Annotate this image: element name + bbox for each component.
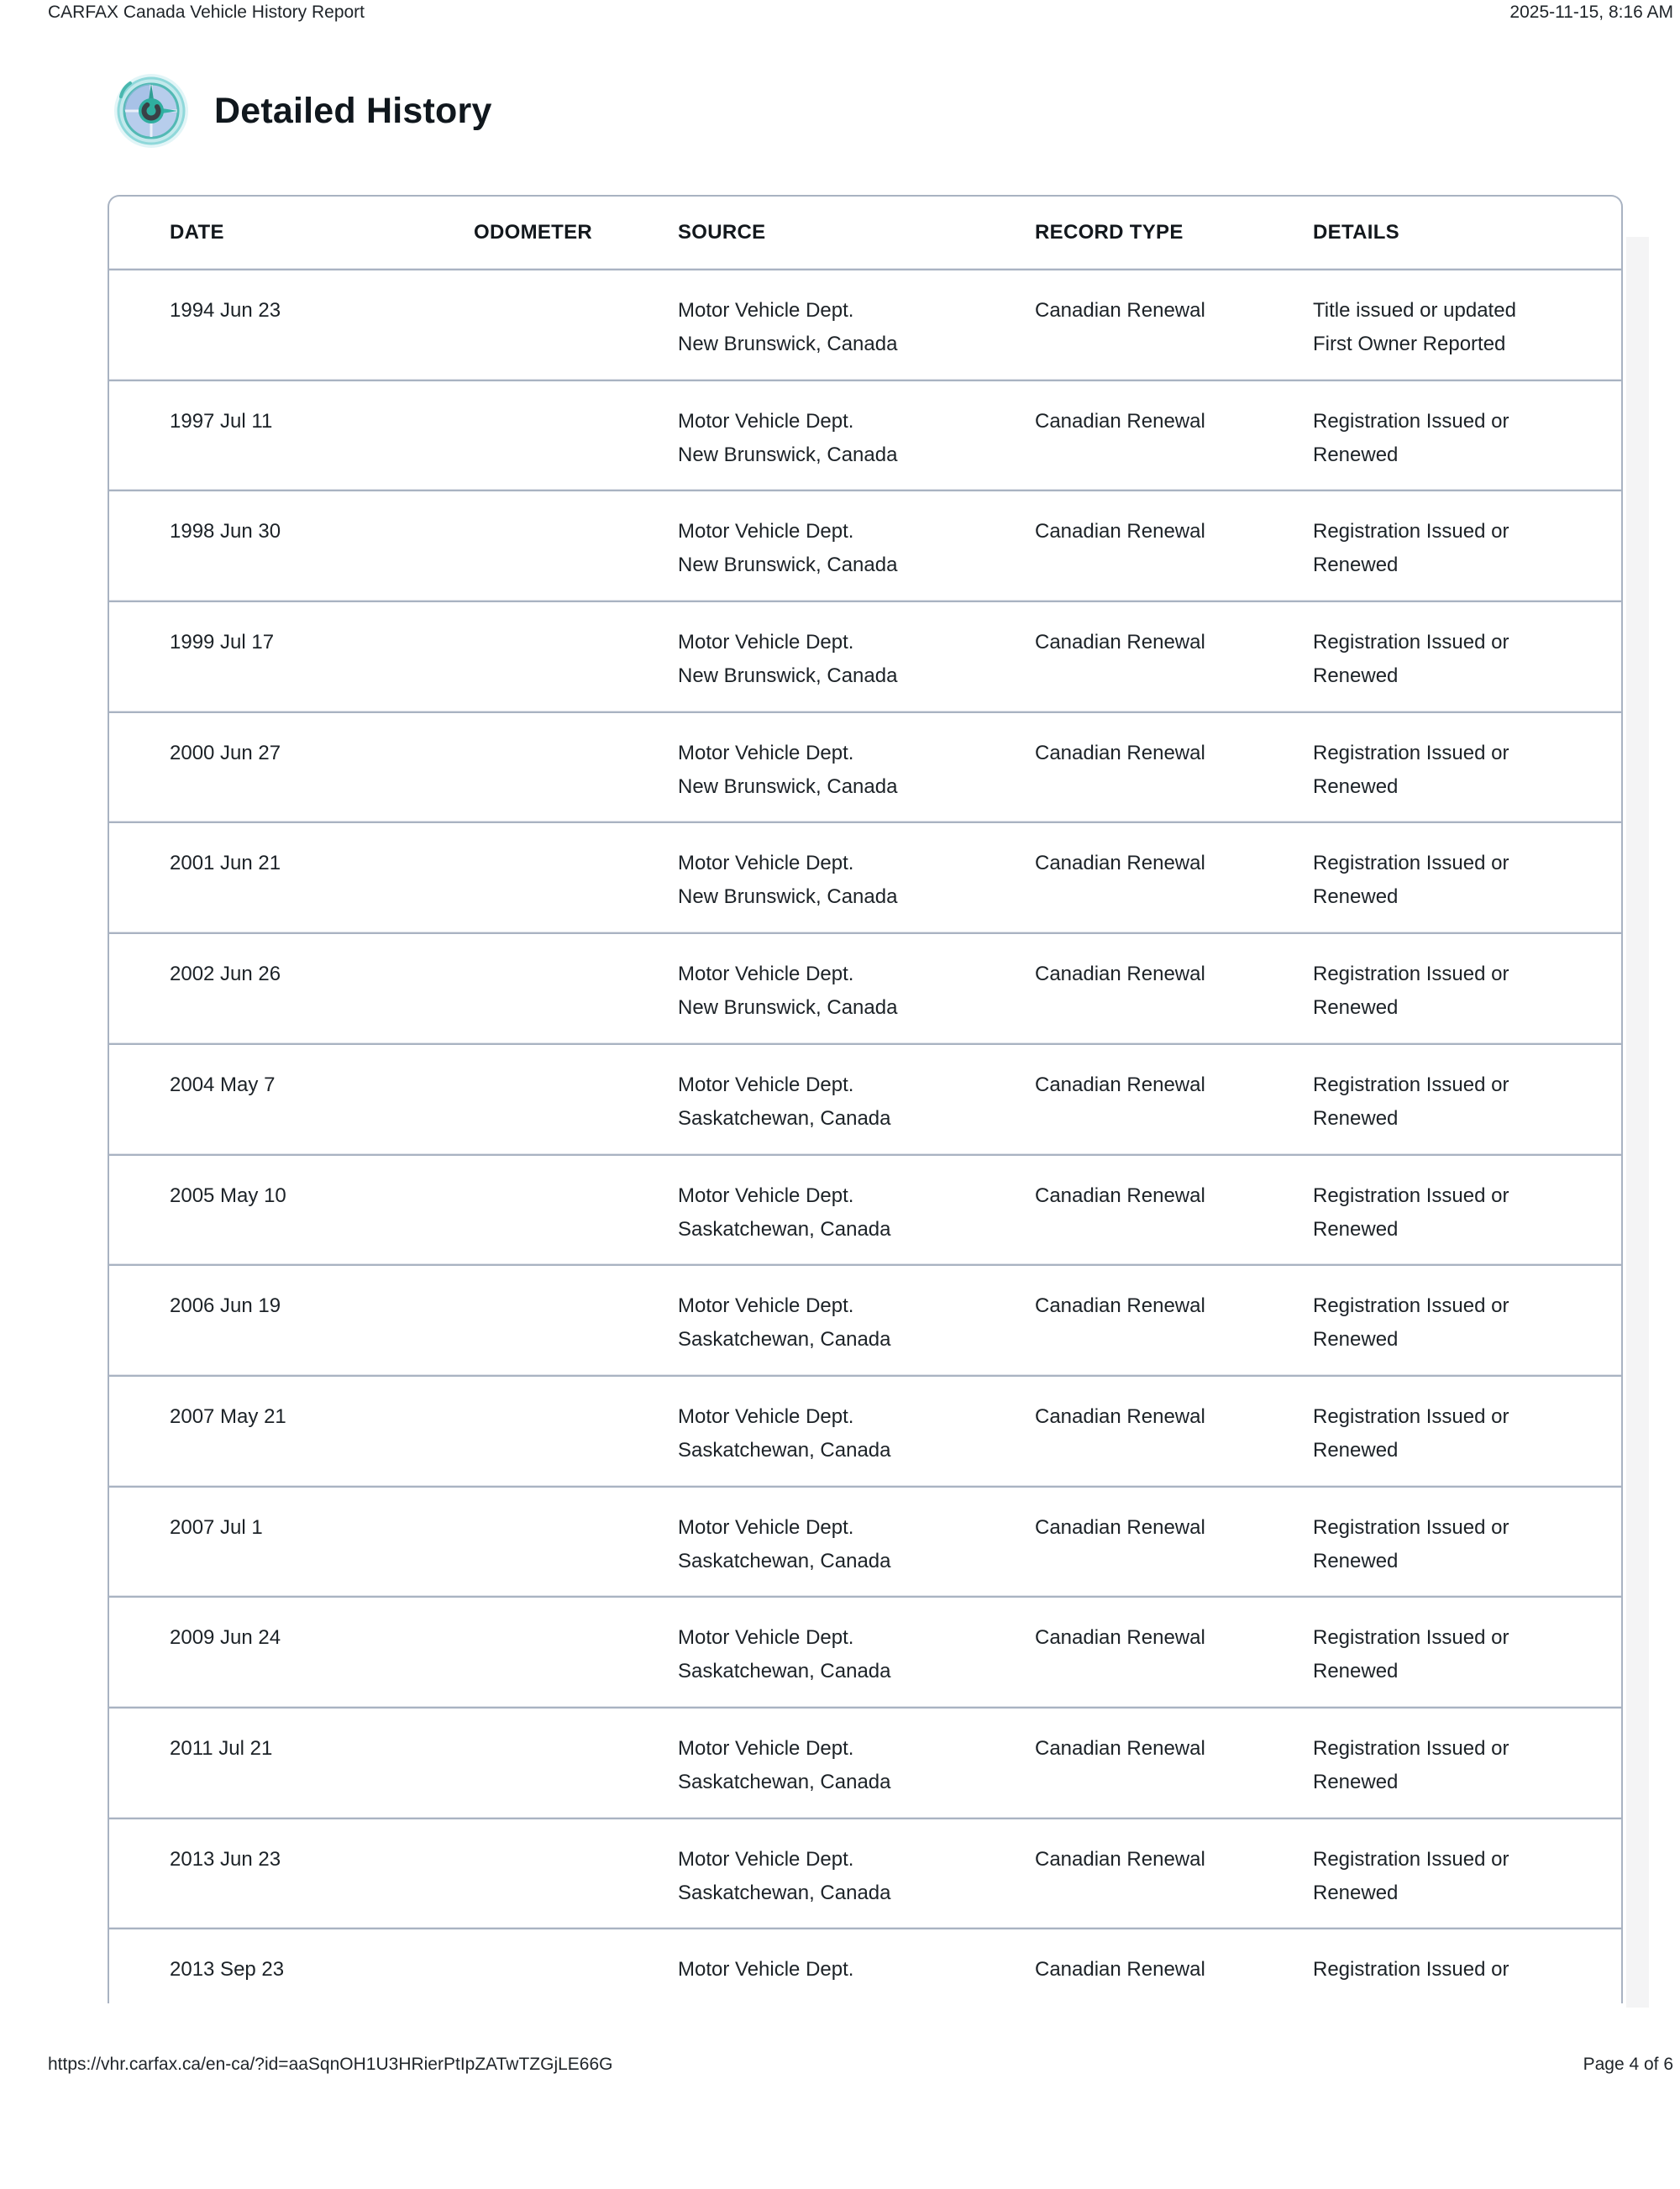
odometer-cell xyxy=(474,1929,678,2003)
date-cell: 2007 May 21 xyxy=(170,1404,286,1428)
details-cell: Registration Issued or Renewed xyxy=(1313,1626,1509,1683)
details-cell: Registration Issued or xyxy=(1313,1958,1509,1982)
record-type-cell: Canadian Renewal xyxy=(1035,963,1205,986)
source-cell: Motor Vehicle Dept. Saskatchewan, Canada xyxy=(678,1073,891,1130)
odometer-cell xyxy=(474,602,678,711)
source-cell: Motor Vehicle Dept. Saskatchewan, Canada xyxy=(678,1404,891,1462)
source-cell: Motor Vehicle Dept. New Brunswick, Canada xyxy=(678,741,898,798)
record-type-cell: Canadian Renewal xyxy=(1035,852,1205,875)
record-type-cell: Canadian Renewal xyxy=(1035,1073,1205,1096)
table-row xyxy=(109,601,1621,711)
details-cell: Registration Issued or Renewed xyxy=(1313,631,1509,688)
detailed-history-section-header xyxy=(113,73,492,149)
record-type-cell: Canadian Renewal xyxy=(1035,1184,1205,1207)
detailed-history-table xyxy=(108,195,1623,2003)
column-header-odometer: ODOMETER xyxy=(474,221,593,244)
record-type-cell: Canadian Renewal xyxy=(1035,1958,1205,1982)
section-title: Detailed History xyxy=(214,90,492,131)
table-row xyxy=(109,1375,1621,1486)
table-row xyxy=(109,490,1621,601)
record-type-cell: Canadian Renewal xyxy=(1035,1515,1205,1539)
record-type-cell: Canadian Renewal xyxy=(1035,1294,1205,1318)
date-cell: 2000 Jun 27 xyxy=(170,741,281,764)
date-cell: 1998 Jun 30 xyxy=(170,520,281,543)
date-cell: 2009 Jun 24 xyxy=(170,1626,281,1650)
column-header-source: SOURCE xyxy=(678,221,766,244)
odometer-cell xyxy=(474,1377,678,1486)
print-header xyxy=(48,3,1673,23)
date-cell: 2007 Jul 1 xyxy=(170,1515,263,1539)
record-type-cell: Canadian Renewal xyxy=(1035,409,1205,433)
table-row xyxy=(109,1486,1621,1597)
record-type-cell: Canadian Renewal xyxy=(1035,299,1205,322)
odometer-cell xyxy=(474,270,678,380)
column-header-details: DETAILS xyxy=(1313,221,1399,244)
report-url: https://vhr.carfax.ca/en-ca/?id=aaSqnOH1U3HRierPtIpZATwTZGjLE66G xyxy=(48,2055,613,2074)
details-cell: Registration Issued or Renewed xyxy=(1313,520,1509,577)
source-cell: Motor Vehicle Dept. Saskatchewan, Canada xyxy=(678,1626,891,1683)
odometer-cell xyxy=(474,934,678,1043)
table-shadow xyxy=(1626,237,1649,2008)
table-row xyxy=(109,1818,1621,1929)
record-type-cell: Canadian Renewal xyxy=(1035,520,1205,543)
table-row xyxy=(109,711,1621,822)
date-cell: 2002 Jun 26 xyxy=(170,963,281,986)
gauge-compass-icon xyxy=(113,73,189,149)
record-type-cell: Canadian Renewal xyxy=(1035,1404,1205,1428)
details-cell: Registration Issued or Renewed xyxy=(1313,1073,1509,1130)
source-cell: Motor Vehicle Dept. Saskatchewan, Canada xyxy=(678,1515,891,1572)
table-row xyxy=(109,1264,1621,1375)
date-cell: 1994 Jun 23 xyxy=(170,299,281,322)
date-cell: 2004 May 7 xyxy=(170,1073,276,1096)
record-type-cell: Canadian Renewal xyxy=(1035,741,1205,764)
report-title: CARFAX Canada Vehicle History Report xyxy=(48,3,365,22)
source-cell: Motor Vehicle Dept. New Brunswick, Canada xyxy=(678,299,898,355)
odometer-cell xyxy=(474,823,678,932)
details-cell: Registration Issued or Renewed xyxy=(1313,409,1509,466)
details-cell: Registration Issued or Renewed xyxy=(1313,1847,1509,1904)
table-row xyxy=(109,1707,1621,1818)
source-cell: Motor Vehicle Dept. New Brunswick, Canada xyxy=(678,409,898,466)
odometer-cell xyxy=(474,1488,678,1597)
date-cell: 2013 Sep 23 xyxy=(170,1958,285,1982)
table-row xyxy=(109,269,1621,380)
record-type-cell: Canadian Renewal xyxy=(1035,1626,1205,1650)
details-cell: Registration Issued or Renewed xyxy=(1313,963,1509,1020)
details-cell: Registration Issued or Renewed xyxy=(1313,1404,1509,1462)
date-cell: 2011 Jul 21 xyxy=(170,1736,273,1760)
odometer-cell xyxy=(474,713,678,822)
details-cell: Title issued or updated First Owner Reported xyxy=(1313,299,1516,355)
table-row xyxy=(109,1043,1621,1154)
source-cell: Motor Vehicle Dept. New Brunswick, Canada xyxy=(678,963,898,1020)
table-row xyxy=(109,822,1621,932)
source-cell: Motor Vehicle Dept. New Brunswick, Canada xyxy=(678,631,898,688)
odometer-cell xyxy=(474,1598,678,1707)
details-cell: Registration Issued or Renewed xyxy=(1313,852,1509,909)
date-cell: 2005 May 10 xyxy=(170,1184,286,1207)
source-cell: Motor Vehicle Dept. Saskatchewan, Canada xyxy=(678,1184,891,1241)
odometer-cell xyxy=(474,1709,678,1818)
odometer-cell xyxy=(474,1819,678,1929)
details-cell: Registration Issued or Renewed xyxy=(1313,1736,1509,1793)
column-header-record-type: RECORD TYPE xyxy=(1035,221,1184,244)
date-cell: 1999 Jul 17 xyxy=(170,631,275,654)
date-cell: 1997 Jul 11 xyxy=(170,409,273,433)
details-cell: Registration Issued or Renewed xyxy=(1313,741,1509,798)
record-type-cell: Canadian Renewal xyxy=(1035,631,1205,654)
table-row xyxy=(109,1596,1621,1707)
table-row xyxy=(109,932,1621,1043)
page-number: Page 4 of 6 xyxy=(1583,2055,1673,2074)
odometer-cell xyxy=(474,1266,678,1375)
table-header-row xyxy=(109,197,1621,269)
source-cell: Motor Vehicle Dept. New Brunswick, Canada xyxy=(678,852,898,909)
print-timestamp: 2025-11-15, 8:16 AM xyxy=(1509,3,1673,22)
print-footer xyxy=(48,2055,1673,2075)
details-cell: Registration Issued or Renewed xyxy=(1313,1294,1509,1352)
date-cell: 2001 Jun 21 xyxy=(170,852,281,875)
record-type-cell: Canadian Renewal xyxy=(1035,1736,1205,1760)
source-cell: Motor Vehicle Dept. xyxy=(678,1958,854,1982)
odometer-cell xyxy=(474,1156,678,1265)
odometer-cell xyxy=(474,381,678,491)
details-cell: Registration Issued or Renewed xyxy=(1313,1515,1509,1572)
source-cell: Motor Vehicle Dept. Saskatchewan, Canada xyxy=(678,1736,891,1793)
table-body xyxy=(109,269,1621,2003)
table-row xyxy=(109,380,1621,491)
odometer-cell xyxy=(474,491,678,601)
date-cell: 2006 Jun 19 xyxy=(170,1294,281,1318)
source-cell: Motor Vehicle Dept. New Brunswick, Canada xyxy=(678,520,898,577)
source-cell: Motor Vehicle Dept. Saskatchewan, Canada xyxy=(678,1847,891,1904)
odometer-cell xyxy=(474,1045,678,1154)
column-header-date: DATE xyxy=(170,221,224,244)
table-row xyxy=(109,1928,1621,2003)
date-cell: 2013 Jun 23 xyxy=(170,1847,281,1871)
record-type-cell: Canadian Renewal xyxy=(1035,1847,1205,1871)
table-row xyxy=(109,1154,1621,1265)
details-cell: Registration Issued or Renewed xyxy=(1313,1184,1509,1241)
source-cell: Motor Vehicle Dept. Saskatchewan, Canada xyxy=(678,1294,891,1352)
